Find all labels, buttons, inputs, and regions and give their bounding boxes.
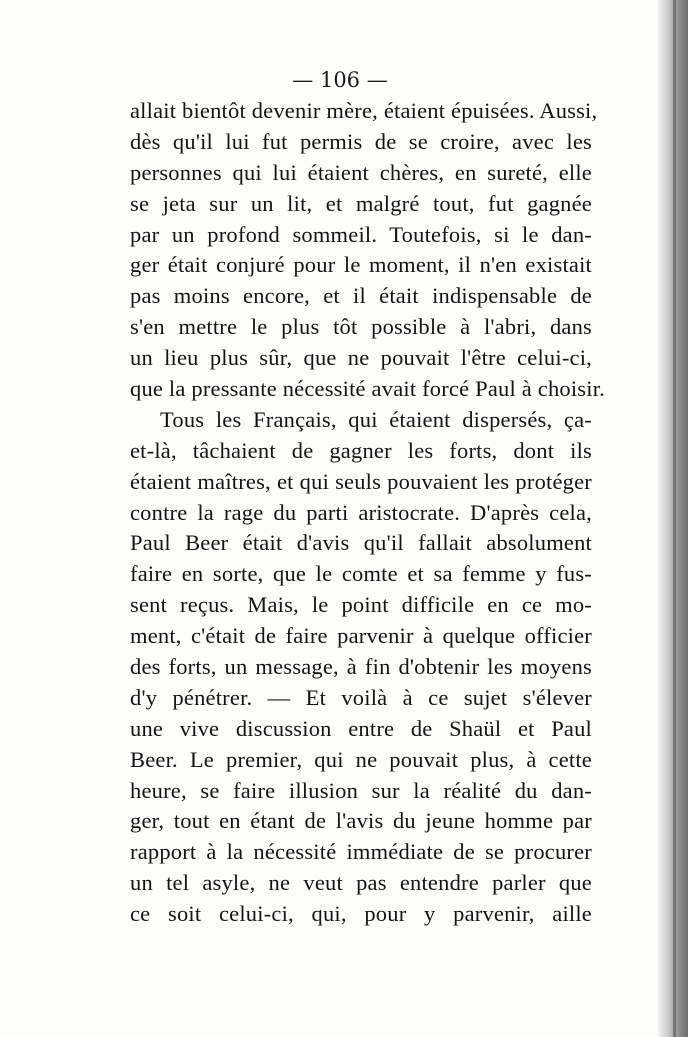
text-line: Beer. Le premier, qui ne pouvait plus, à cette [130, 746, 592, 772]
text-line: allait bientôt devenir mère, étaient épuisées. Aussi, [130, 98, 598, 123]
text-line: étaient maîtres, et qui seuls pouvaient les protéger [130, 468, 592, 494]
text-line: ger, tout en étant de l'avis du jeune homme par [130, 808, 592, 834]
text-line: un lieu plus sûr, que ne pouvait l'être celui-ci, [130, 345, 592, 371]
text-line: des forts, un message, à fin d'obtenir les moyens [130, 654, 592, 680]
text-line: une vive discussion entre de Shaül et Paul [130, 715, 592, 741]
text-line: d'y pénétrer. — Et voilà à ce sujet s'élever [130, 684, 592, 710]
text-line: Paul Beer était d'avis qu'il fallait absolument [130, 530, 592, 556]
text-line: dès qu'il lui fut permis de se croire, avec les [130, 128, 592, 154]
text-line: heure, se faire illusion sur la réalité du dan- [130, 777, 592, 803]
text-line: un tel asyle, ne veut pas entendre parler que [130, 870, 592, 896]
text-line: rapport à la nécessité immédiate de se procurer [130, 839, 592, 865]
text-line: ce soit celui-ci, qui, pour y parvenir, aille [130, 901, 592, 927]
text-line: ger était conjuré pour le moment, il n'en existait [130, 252, 592, 278]
text-line: faire en sorte, que le comte et sa femme y fus- [130, 561, 592, 587]
text-line: Tous les Français, qui étaient dispersés, ça- [160, 406, 592, 432]
text-line: ment, c'était de faire parvenir à quelque officier [130, 623, 592, 649]
text-line: sent reçus. Mais, le point difficile en ce mo- [130, 592, 592, 618]
body-text [130, 96, 605, 930]
text-line: se jeta sur un lit, et malgré tout, fut gagnée [130, 190, 592, 216]
text-line: contre la rage du parti aristocrate. D'après cela, [130, 499, 592, 525]
text-line: pas moins encore, et il était indispensable de [130, 283, 592, 309]
binding-edge [673, 0, 676, 1037]
text-line: s'en mettre le plus tôt possible à l'abri, dans [130, 314, 592, 340]
text-line: par un profond sommeil. Toutefois, si le dan- [130, 221, 592, 247]
page-number: — 106 — [292, 68, 388, 92]
text-line: personnes qui lui étaient chères, en sureté, elle [130, 159, 592, 185]
text-line: et-là, tâchaient de gagner les forts, dont ils [130, 437, 592, 463]
text-line: que la pressante nécessité avait forcé Paul à choisir. [130, 376, 605, 402]
